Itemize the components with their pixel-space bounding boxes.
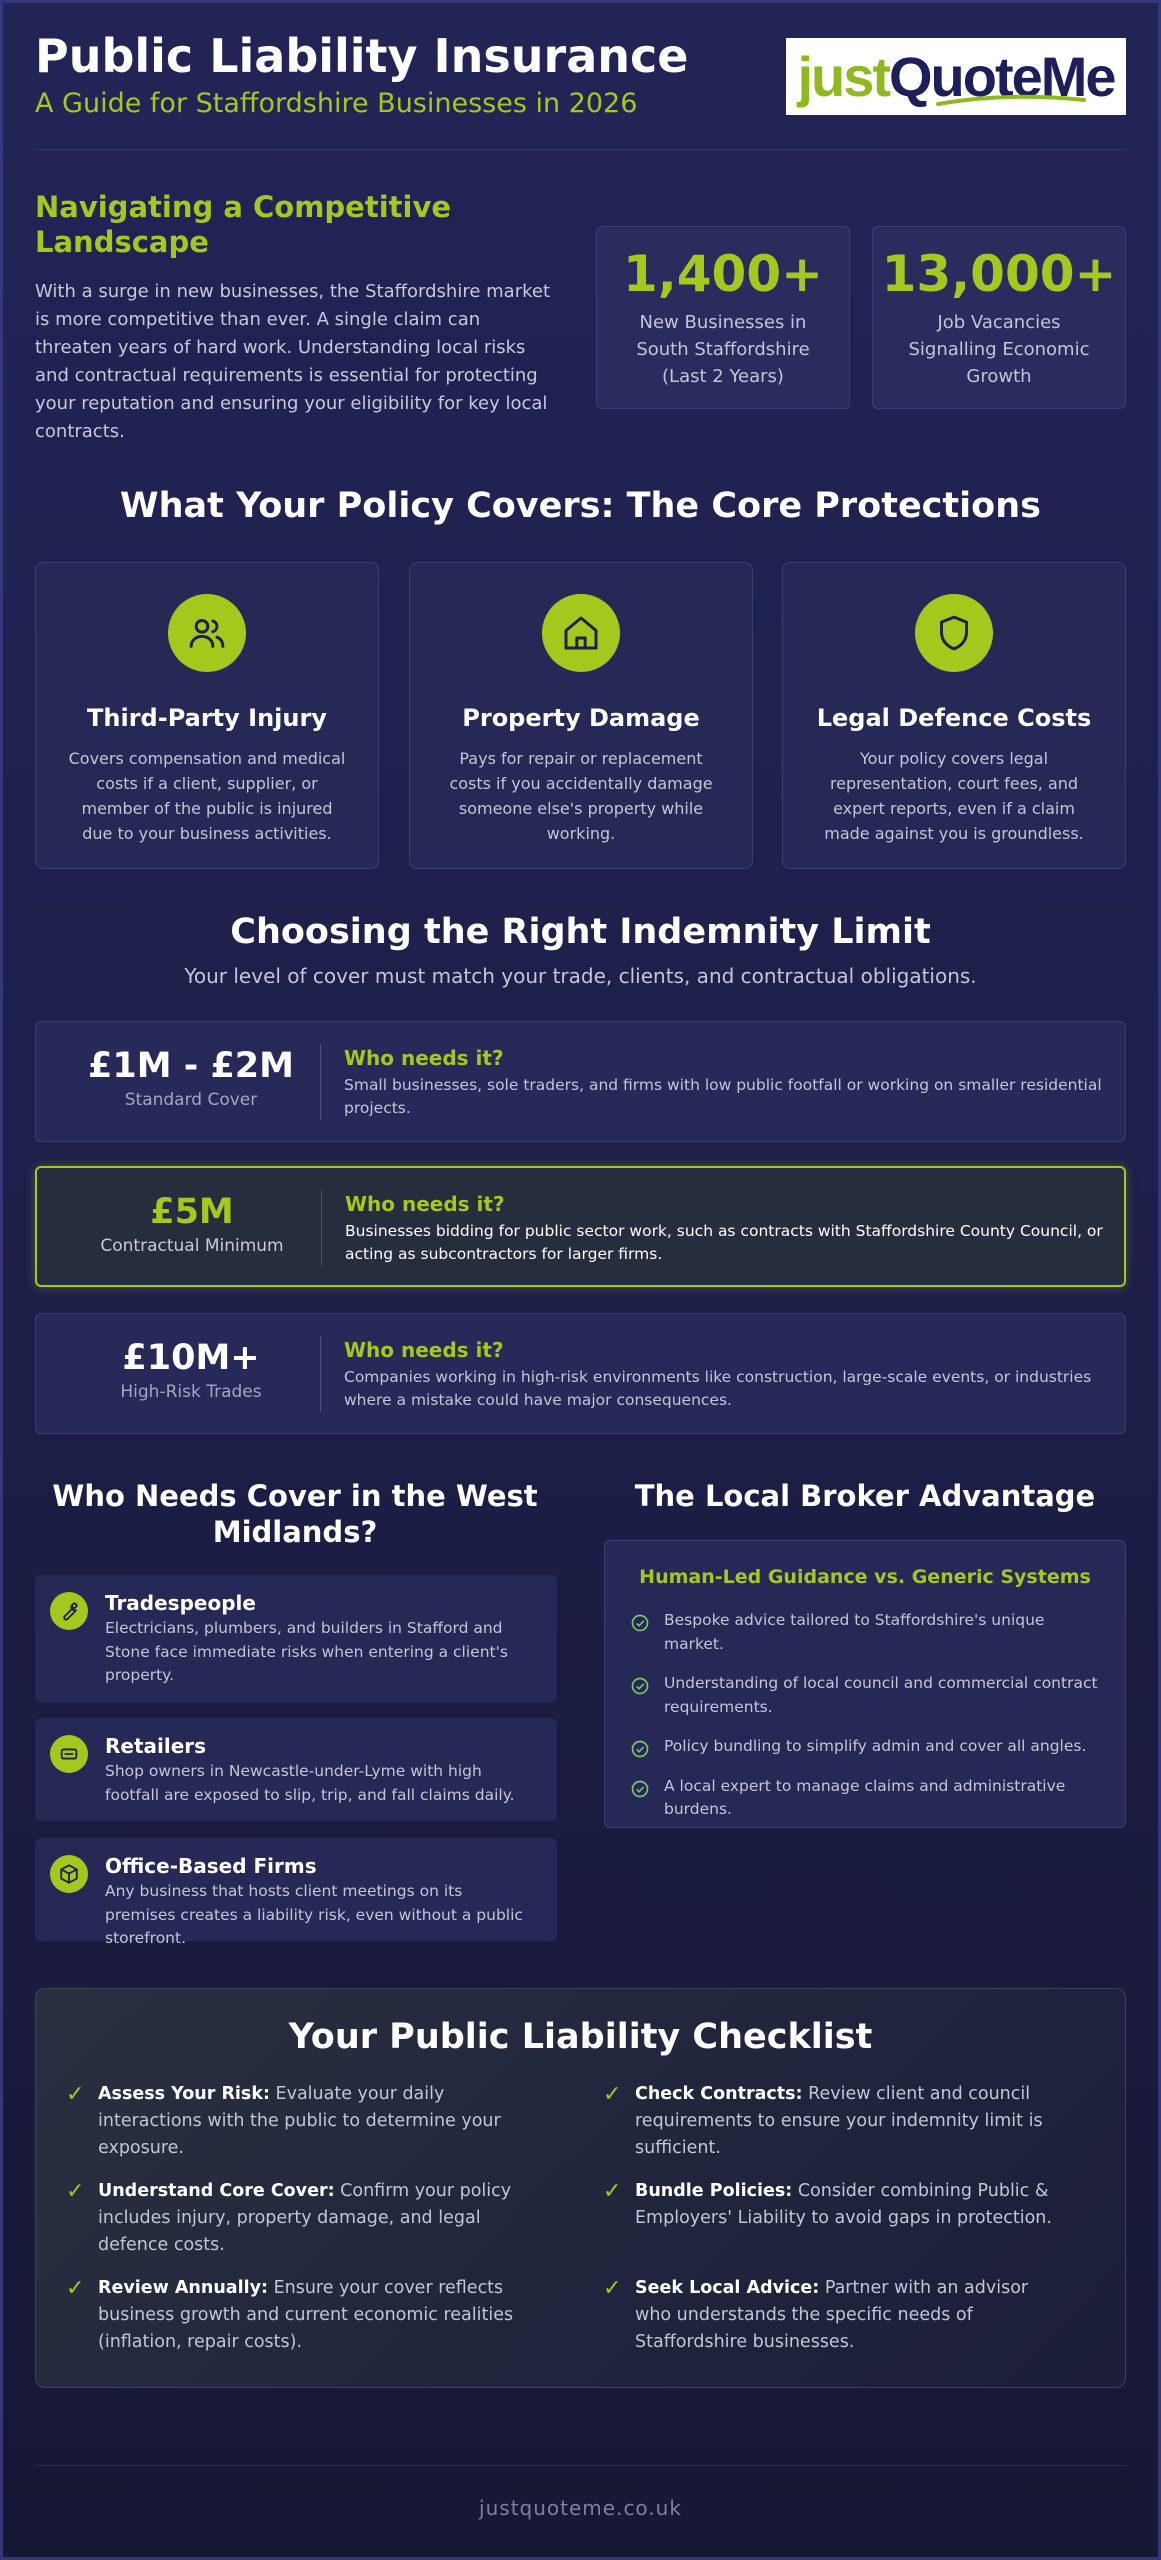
checkmark-icon: ✓ — [603, 2179, 622, 2204]
stat-card-new-businesses — [596, 226, 850, 409]
checklist-item: ✓ Review Annually: Ensure your cover reflects business growth and current economic realities (inflation, repair costs). — [66, 2276, 514, 2352]
card-text: Pays for repair or replacement costs if you accidentally damage someone else's property while working. — [449, 749, 713, 843]
who-item-text: Electricians, plumbers, and builders in Stafford and Stone face immediate risks when entering a client's property. — [105, 1619, 508, 1684]
broker-point: Policy bundling to simplify admin and cover all angles. — [630, 1735, 1100, 1759]
footer-divider — [35, 2465, 1126, 2466]
landscape-body: With a surge in new businesses, the Staffordshire market is more competitive than ever. A single claim can threaten years of hard work. Understanding local risks and contractual requirements is essential for protecting your reputation and ensuring your eligibility for key local contracts. — [35, 281, 551, 442]
cover-card-injury — [35, 562, 379, 869]
checklist-item: ✓ Assess Your Risk: Evaluate your daily interactions with the public to determine your exposure. — [66, 2082, 501, 2158]
limit-card-high-risk — [35, 1313, 1126, 1434]
box-icon — [50, 1855, 88, 1893]
cover-card-property — [409, 562, 753, 869]
page-subtitle: A Guide for Staffordshire Businesses in 2026 — [35, 88, 638, 119]
checkmark-icon: ✓ — [603, 2276, 622, 2301]
divider — [321, 1190, 322, 1266]
page-title: Public Liability Insurance — [35, 29, 689, 83]
divider — [320, 1336, 321, 1412]
checkmark-icon: ✓ — [603, 2082, 622, 2107]
divider — [320, 1044, 321, 1120]
stat-value: 1,400+ — [622, 245, 824, 303]
shield-icon — [915, 594, 993, 672]
checklist-item: ✓ Understand Core Cover: Confirm your policy includes injury, property damage, and legal defence costs. — [66, 2179, 512, 2255]
limit-card-standard — [35, 1021, 1126, 1142]
stat-value: 13,000+ — [881, 245, 1117, 303]
store-icon — [50, 1735, 88, 1773]
card-text: Covers compensation and medical costs if a client, supplier, or member of the public is injured due to your business activities. — [68, 749, 346, 843]
landscape-section — [35, 190, 555, 446]
card-title: Property Damage — [462, 704, 700, 732]
limit-card-contractual — [35, 1166, 1126, 1287]
checklist-item: ✓ Check Contracts: Review client and council requirements to ensure your indemnity limit is sufficient. — [603, 2082, 1043, 2158]
limit-amount: £5M — [150, 1192, 234, 1232]
check-circle-icon — [630, 1739, 650, 1759]
wrench-icon — [50, 1592, 88, 1630]
check-circle-icon — [630, 1779, 650, 1799]
checkmark-icon: ✓ — [66, 2276, 85, 2301]
limit-kind: Standard Cover — [124, 1090, 258, 1110]
broker-box-title: Human-Led Guidance vs. Generic Systems — [639, 1566, 1091, 1588]
limit-who-heading: Who needs it? — [345, 1192, 505, 1216]
limit-desc: Companies working in high-risk environments like construction, large-scale events, or industries where a mistake could have major consequences. — [344, 1368, 1092, 1409]
stat-label: New Businesses in South Staffordshire (Last 2 Years) — [636, 312, 810, 387]
checkmark-icon: ✓ — [66, 2179, 85, 2204]
broker-point: A local expert to manage claims and administrative burdens. — [630, 1775, 1100, 1822]
check-circle-icon — [630, 1613, 650, 1633]
stat-label: Job Vacancies Signalling Economic Growth — [908, 312, 1090, 387]
who-item-text: Shop owners in Newcastle-under-Lyme with high footfall are exposed to slip, trip, and fall claims daily. — [105, 1762, 515, 1804]
who-item-text: Any business that hosts client meetings on its premises creates a liability risk, even without a public storefront. — [105, 1882, 523, 1947]
limit-kind: Contractual Minimum — [100, 1236, 284, 1256]
who-needs-title: Who Needs Cover in the West Midlands? — [52, 1479, 538, 1549]
limit-amount: £1M - £2M — [88, 1046, 294, 1086]
broker-point: Understanding of local council and commercial contract requirements. — [630, 1672, 1100, 1719]
header — [35, 30, 1126, 150]
checklist-section — [35, 1988, 1126, 2388]
justquoteme-logo[interactable] — [786, 38, 1126, 115]
checklist-item: ✓ Bundle Policies: Consider combining Public & Employers' Liability to avoid gaps in protection. — [603, 2179, 1052, 2228]
card-text: Your policy covers legal representation, court fees, and expert reports, even if a claim made against you is groundless. — [824, 749, 1084, 843]
broker-point: Bespoke advice tailored to Staffordshire's unique market. — [630, 1609, 1100, 1656]
users-icon — [168, 594, 246, 672]
broker-points — [630, 1609, 1100, 1822]
who-item-title: Tradespeople — [105, 1591, 256, 1615]
limit-desc: Businesses bidding for public sector work, such as contracts with Staffordshire County Council, or acting as subcontractors for larger firms. — [345, 1222, 1103, 1263]
check-circle-icon — [630, 1676, 650, 1696]
logo-text-quoteme: QuoteMe — [889, 45, 1115, 108]
stat-card-job-vacancies — [872, 226, 1126, 409]
landscape-heading: Navigating a Competitive Landscape — [35, 190, 452, 259]
who-item-title: Office-Based Firms — [105, 1854, 317, 1878]
indemnity-subtitle: Your level of cover must match your trade, clients, and contractual obligations. — [184, 964, 977, 988]
who-item-office — [35, 1838, 557, 1947]
who-item-title: Retailers — [105, 1734, 207, 1758]
home-icon — [542, 594, 620, 672]
logo-text-just: just — [797, 45, 889, 108]
who-item-tradespeople — [35, 1575, 557, 1703]
broker-box — [604, 1540, 1126, 1828]
checkmark-icon: ✓ — [66, 2082, 85, 2107]
limit-desc: Small businesses, sole traders, and firms with low public footfall or working on smaller residential projects. — [344, 1076, 1102, 1117]
indemnity-title: Choosing the Right Indemnity Limit — [230, 912, 931, 952]
checklist-item: ✓ Seek Local Advice: Partner with an advisor who understands the specific needs of Staffordshire businesses. — [603, 2276, 1029, 2352]
checklist-title: Your Public Liability Checklist — [288, 2017, 873, 2057]
logo-swoosh-icon — [936, 94, 1086, 108]
card-title: Third-Party Injury — [87, 704, 327, 732]
coverage-title: What Your Policy Covers: The Core Protections — [120, 486, 1041, 526]
broker-title: The Local Broker Advantage — [634, 1479, 1096, 1513]
limit-who-heading: Who needs it? — [344, 1338, 504, 1362]
limit-who-heading: Who needs it? — [344, 1046, 504, 1070]
cover-card-legal — [782, 562, 1126, 869]
limit-amount: £10M+ — [122, 1338, 260, 1378]
who-item-retailers — [35, 1718, 557, 1821]
footer-link[interactable]: justquoteme.co.uk — [479, 2496, 682, 2520]
card-title: Legal Defence Costs — [816, 704, 1092, 732]
limit-kind: High-Risk Trades — [120, 1382, 262, 1402]
